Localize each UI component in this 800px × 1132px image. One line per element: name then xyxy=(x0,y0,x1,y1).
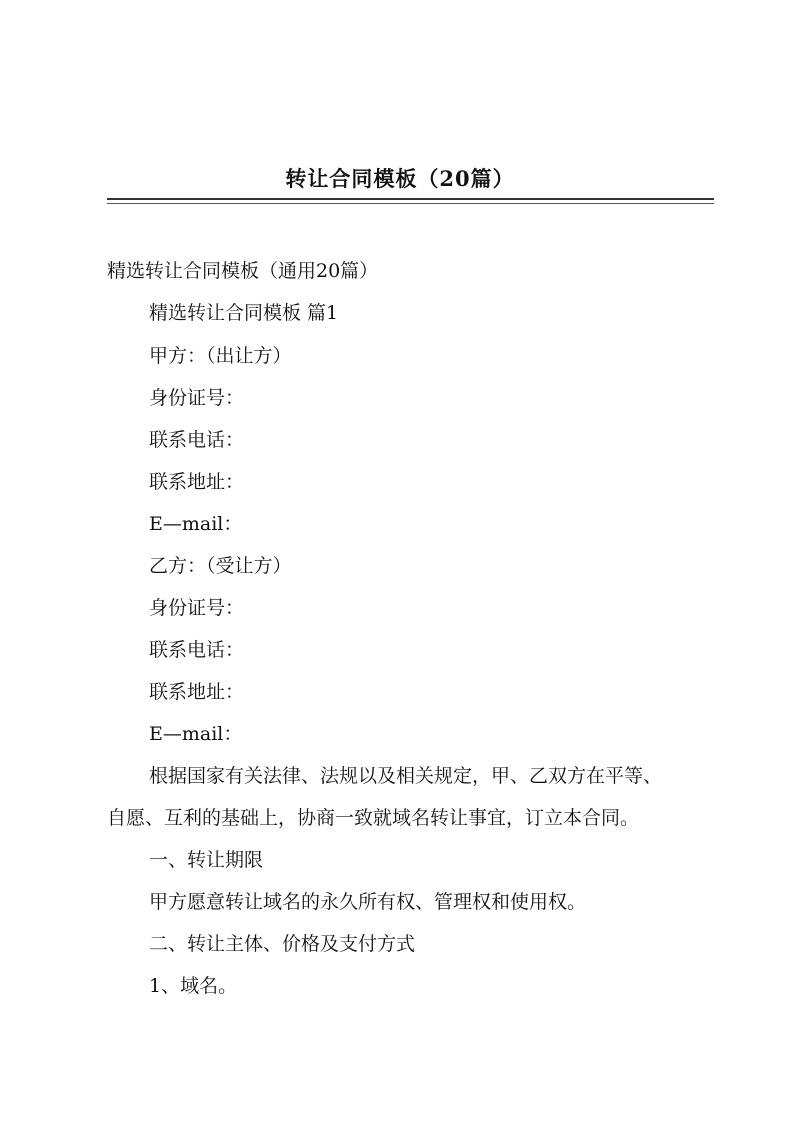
party-a-id-number: 身份证号： xyxy=(149,387,245,409)
document-heading: 精选转让合同模板（通用20篇） xyxy=(107,260,379,282)
party-a-label: 甲方：（出让方） xyxy=(149,345,292,367)
party-a-phone: 联系电话： xyxy=(149,429,245,451)
document-title: 转让合同模板（20篇） xyxy=(285,166,515,191)
preamble-line-2: 自愿、互利的基础上，协商一致就域名转让事宜，订立本合同。 xyxy=(107,807,640,829)
party-a-address: 联系地址： xyxy=(149,471,245,493)
section-title: 精选转让合同模板 篇1 xyxy=(149,302,339,324)
clause-2-title: 二、转让主体、价格及支付方式 xyxy=(149,933,416,955)
party-b-phone: 联系电话： xyxy=(149,639,245,661)
preamble-line-1: 根据国家有关法律、法规以及相关规定，甲、乙双方在平等、 xyxy=(149,765,663,787)
party-a-email: E—mail： xyxy=(149,513,243,535)
clause-1-text: 甲方愿意转让域名的永久所有权、管理权和使用权。 xyxy=(149,891,587,913)
party-b-id-number: 身份证号： xyxy=(149,597,245,619)
party-b-email: E—mail： xyxy=(149,723,243,745)
title-divider-thick xyxy=(107,198,714,200)
party-b-address: 联系地址： xyxy=(149,681,245,703)
clause-2-item-1: 1、域名。 xyxy=(149,975,238,997)
clause-1-title: 一、转让期限 xyxy=(149,849,264,871)
party-b-label: 乙方：（受让方） xyxy=(149,555,292,577)
title-divider-thin xyxy=(107,203,714,204)
